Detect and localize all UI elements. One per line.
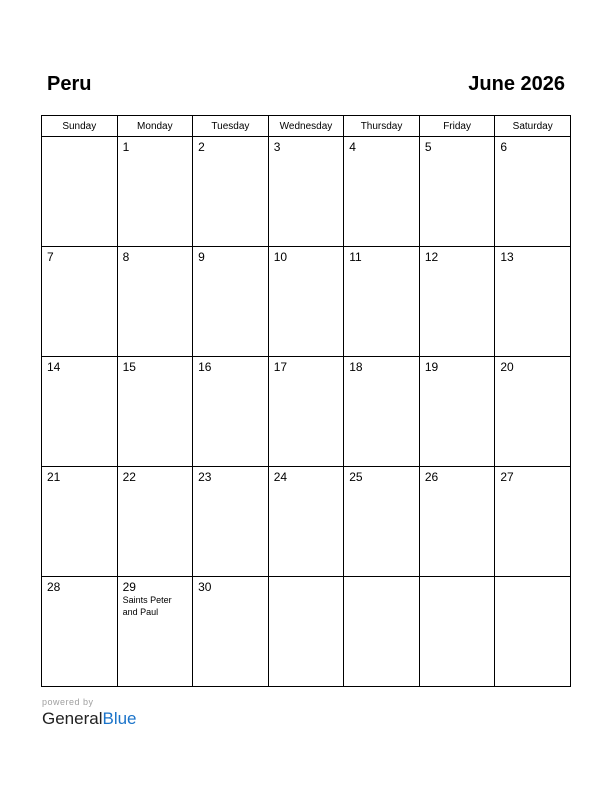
brand-general-text: General — [42, 709, 103, 728]
day-number: 23 — [198, 470, 212, 484]
day-cell — [42, 137, 118, 247]
day-number — [42, 137, 117, 140]
day-number — [420, 577, 495, 580]
day-cell — [193, 467, 269, 577]
day-number: 11 — [349, 250, 362, 264]
day-cell — [344, 467, 420, 577]
day-cell — [117, 357, 193, 467]
day-number: 6 — [500, 140, 508, 154]
weekday-sunday: Sunday — [42, 116, 118, 137]
day-cell — [495, 467, 571, 577]
day-number: 4 — [349, 140, 356, 154]
day-cell — [419, 467, 495, 577]
week-row — [42, 137, 571, 247]
weekday-saturday: Saturday — [495, 116, 571, 137]
day-cell — [268, 357, 344, 467]
day-cell — [344, 577, 420, 687]
day-cell — [42, 467, 118, 577]
day-number: 12 — [424, 250, 439, 264]
day-cell — [495, 357, 571, 467]
day-number: 18 — [349, 360, 363, 374]
day-cell — [117, 247, 193, 357]
day-number: 20 — [500, 360, 514, 374]
day-number: 15 — [122, 360, 136, 374]
generalblue-logo — [42, 708, 137, 730]
day-cell — [193, 577, 269, 687]
week-row — [42, 247, 571, 357]
day-number — [344, 577, 419, 580]
day-cell — [117, 577, 193, 687]
day-number: 1 — [122, 140, 130, 154]
day-number: 9 — [198, 250, 205, 264]
day-cell — [268, 247, 344, 357]
day-cell — [268, 467, 344, 577]
day-cell — [268, 577, 344, 687]
day-cell — [193, 247, 269, 357]
day-number: 5 — [424, 140, 432, 154]
day-number: 8 — [122, 250, 130, 264]
day-number: 13 — [500, 250, 514, 264]
calendar-header — [41, 70, 571, 98]
day-number: 21 — [47, 470, 61, 484]
day-number: 16 — [198, 360, 212, 374]
weekday-friday: Friday — [419, 116, 495, 137]
day-cell — [193, 137, 269, 247]
weekday-tuesday: Tuesday — [193, 116, 269, 137]
day-number: 17 — [273, 360, 288, 374]
day-cell — [419, 137, 495, 247]
brand-footer — [42, 697, 137, 730]
day-number: 14 — [47, 360, 61, 374]
week-row — [42, 357, 571, 467]
day-number: 10 — [273, 250, 288, 264]
day-cell — [344, 247, 420, 357]
day-number: 30 — [198, 580, 212, 594]
day-number: 28 — [47, 580, 61, 594]
holiday-event: Saints Peter and Paul — [122, 595, 172, 617]
day-number: 22 — [122, 470, 136, 484]
day-number: 24 — [273, 470, 288, 484]
day-number: 27 — [500, 470, 514, 484]
day-cell — [117, 137, 193, 247]
day-number — [495, 577, 570, 580]
day-cell — [42, 357, 118, 467]
week-row — [42, 467, 571, 577]
day-number: 2 — [198, 140, 205, 154]
day-number: 25 — [349, 470, 363, 484]
day-number: 29 — [122, 580, 136, 594]
day-cell — [268, 137, 344, 247]
day-cell — [42, 247, 118, 357]
day-number — [269, 577, 344, 580]
weekday-thursday: Thursday — [344, 116, 420, 137]
day-cell — [495, 247, 571, 357]
day-number: 7 — [47, 250, 54, 264]
weekday-wednesday: Wednesday — [268, 116, 344, 137]
day-number: 19 — [424, 360, 439, 374]
day-cell — [495, 577, 571, 687]
day-cell — [193, 357, 269, 467]
day-cell — [495, 137, 571, 247]
day-cell — [419, 247, 495, 357]
country-title: Peru — [47, 73, 92, 95]
brand-blue-text: Blue — [102, 709, 137, 728]
weekday-monday: Monday — [117, 116, 193, 137]
week-row — [42, 577, 571, 687]
day-cell — [117, 467, 193, 577]
day-number: 26 — [424, 470, 439, 484]
day-cell — [419, 357, 495, 467]
powered-by-label: powered by — [42, 697, 94, 707]
day-cell — [419, 577, 495, 687]
calendar-grid — [41, 115, 571, 687]
day-cell — [344, 137, 420, 247]
day-number: 3 — [273, 140, 281, 154]
day-cell — [344, 357, 420, 467]
month-year-title: June 2026 — [468, 73, 565, 95]
weekday-header-row — [42, 116, 571, 137]
day-cell — [42, 577, 118, 687]
